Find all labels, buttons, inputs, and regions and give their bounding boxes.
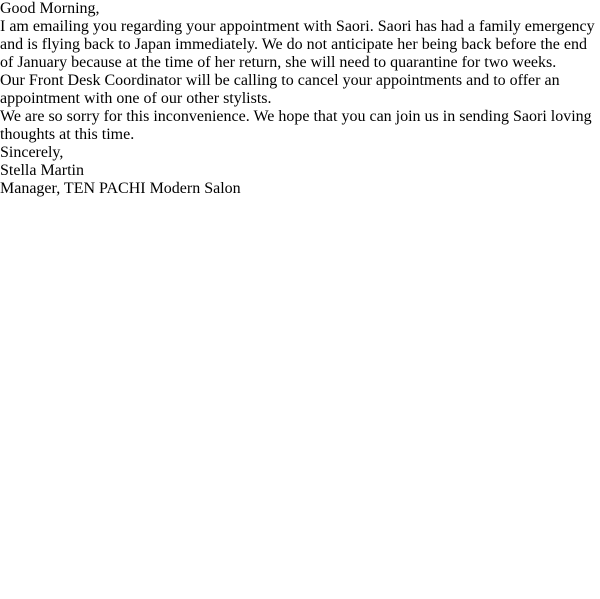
signature-name: Stella Martin	[0, 162, 84, 179]
paragraph-front-desk: Our Front Desk Coordinator will be calling to cancel your appointments and to offer an appointment with one of our other stylists.	[0, 72, 560, 107]
closing: Sincerely,	[0, 144, 64, 161]
signature-title: Manager, TEN PACHI Modern Salon	[0, 180, 241, 197]
paragraph-apology: We are so sorry for this inconvenience. We hope that you can join us in sending Saori loving thoughts at this time.	[0, 108, 592, 143]
greeting: Good Morning,	[0, 0, 100, 17]
email-body	[0, 0, 600, 198]
paragraph-appointment-notice: I am emailing you regarding your appointment with Saori. Saori has had a family emergency and is flying back to Japan immediately. We do not anticipate her being back before the end of January because at the time of her return, she will need to quarantine for two weeks.	[0, 18, 595, 71]
